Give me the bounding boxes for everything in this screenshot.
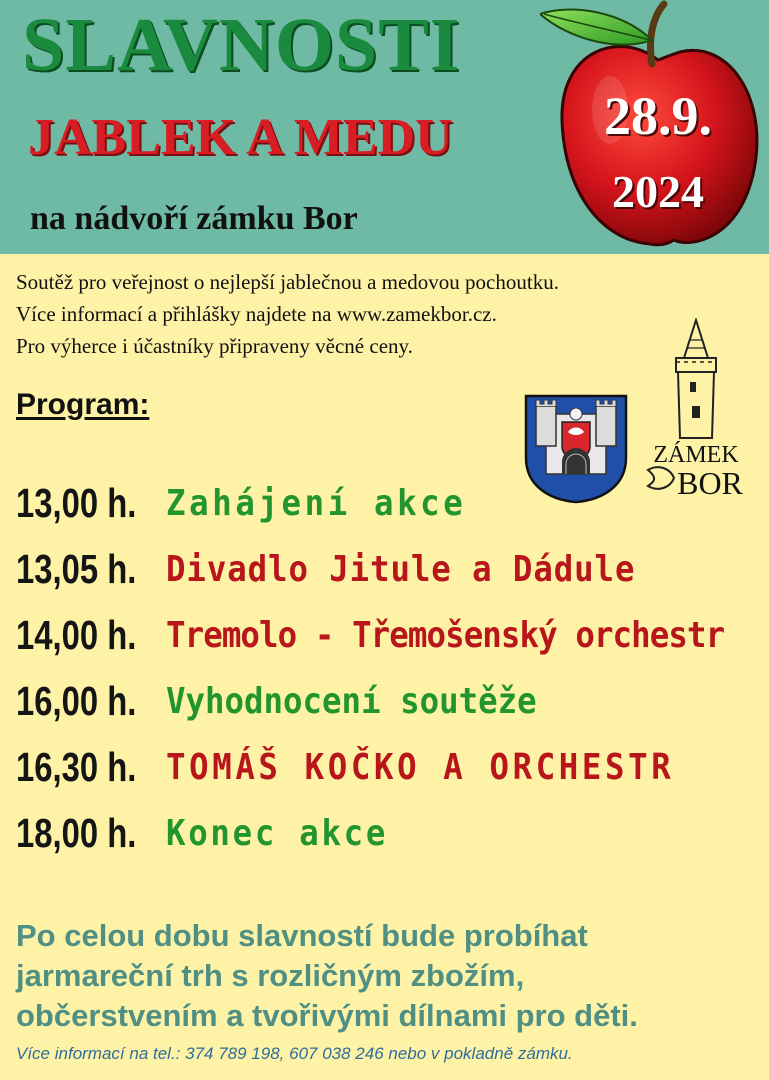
schedule-event: Tremolo - Třemošenský orchestr bbox=[166, 614, 725, 656]
schedule-row bbox=[16, 602, 766, 668]
title-jablek-a-medu: JABLEK A MEDU bbox=[28, 109, 453, 166]
schedule-time: 16,00 h. bbox=[16, 677, 137, 724]
date-year: 2024 bbox=[612, 166, 704, 217]
market-line: občerstvením a tvořivými dílnami pro děti. bbox=[16, 998, 638, 1033]
competition-info bbox=[16, 266, 559, 362]
info-line: Více informací a přihlášky najdete na www.zamekbor.cz. bbox=[16, 302, 497, 326]
schedule-row bbox=[16, 668, 766, 734]
schedule-event: Vyhodnocení soutěže bbox=[166, 680, 537, 722]
schedule-event: TOMÁŠ KOČKO A ORCHESTR bbox=[166, 746, 675, 788]
market-info bbox=[16, 916, 756, 1036]
header-banner bbox=[0, 0, 769, 254]
program-heading: Program: bbox=[16, 388, 150, 421]
event-date bbox=[570, 86, 746, 220]
schedule-time: 16,30 h. bbox=[16, 743, 137, 790]
schedule-row bbox=[16, 470, 766, 536]
schedule-time: 13,00 h. bbox=[16, 479, 137, 526]
market-line: Po celou dobu slavností bude probíhat bbox=[16, 918, 588, 953]
date-day-month: 28.9. bbox=[604, 86, 712, 146]
schedule-time: 14,00 h. bbox=[16, 611, 137, 658]
schedule-event: Konec akce bbox=[166, 812, 389, 854]
info-line: Pro výherce i účastníky připraveny věcné ceny. bbox=[16, 334, 413, 358]
schedule-row bbox=[16, 800, 766, 866]
schedule-event: Zahájení akce bbox=[166, 482, 467, 524]
info-line: Soutěž pro veřejnost o nejlepší jablečnou a medovou pochoutku. bbox=[16, 270, 559, 294]
schedule-row bbox=[16, 536, 766, 602]
castle-logo-text-zamek: ZÁMEK bbox=[653, 442, 739, 468]
program-schedule bbox=[16, 470, 766, 866]
schedule-row bbox=[16, 734, 766, 800]
title-slavnosti: SLAVNOSTI bbox=[22, 3, 461, 87]
market-line: jarmareční trh s rozličným zbožím, bbox=[16, 958, 525, 993]
castle-logo-text-bor: BOR bbox=[677, 465, 743, 501]
schedule-time: 18,00 h. bbox=[16, 809, 137, 856]
schedule-event: Divadlo Jitule a Dádule bbox=[166, 548, 636, 590]
venue-subtitle: na nádvoří zámku Bor bbox=[30, 200, 358, 237]
schedule-time: 13,05 h. bbox=[16, 545, 137, 592]
contact-info: Více informací na tel.: 374 789 198, 607 038 246 nebo v pokladně zámku. bbox=[16, 1044, 573, 1063]
